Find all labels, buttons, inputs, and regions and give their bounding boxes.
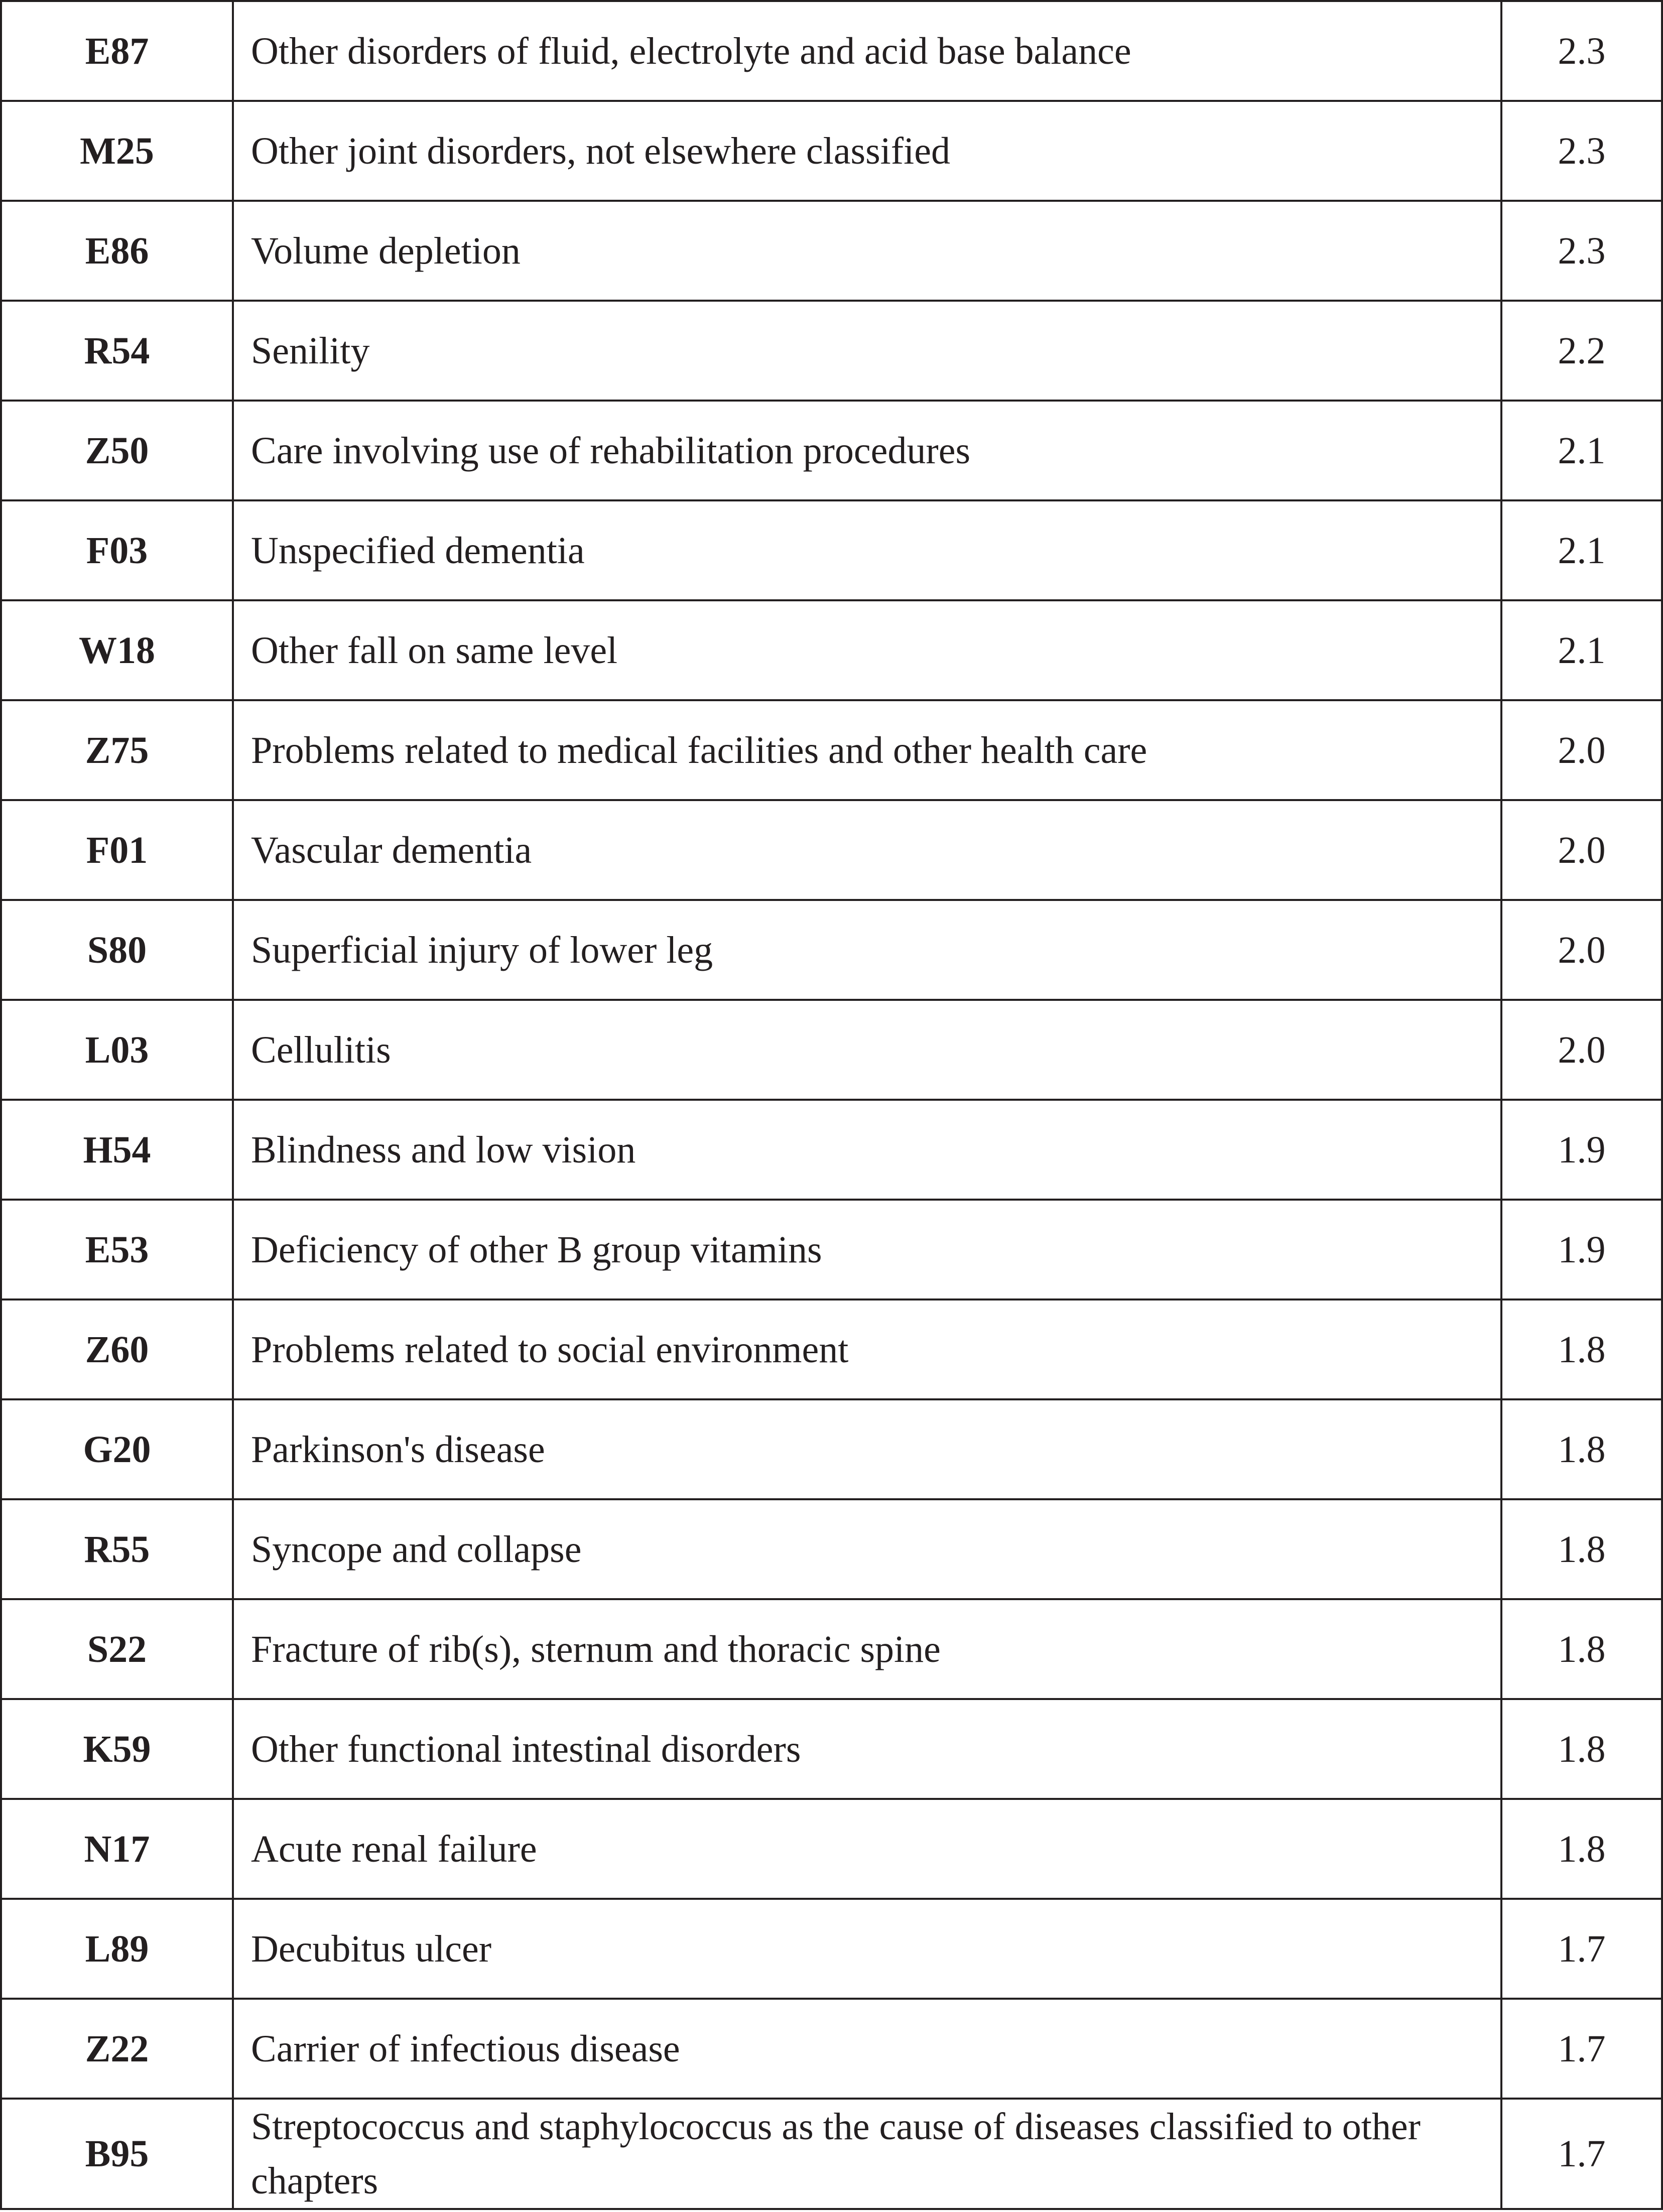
diagnosis-value-cell: 1.9 bbox=[1501, 1100, 1662, 1200]
table-row bbox=[1, 101, 1662, 201]
table-row bbox=[1, 1699, 1662, 1799]
diagnosis-value-cell: 2.1 bbox=[1501, 401, 1662, 500]
diagnosis-code-cell: W18 bbox=[1, 600, 233, 700]
diagnosis-value-cell: 2.1 bbox=[1501, 600, 1662, 700]
diagnosis-code-cell: N17 bbox=[1, 1799, 233, 1899]
diagnosis-table-body bbox=[1, 1, 1662, 2209]
diagnosis-description-cell: Blindness and low vision bbox=[233, 1100, 1501, 1200]
table-row bbox=[1, 1599, 1662, 1699]
diagnosis-value-cell: 1.7 bbox=[1501, 1899, 1662, 1999]
diagnosis-description-cell: Other functional intestinal disorders bbox=[233, 1699, 1501, 1799]
diagnosis-description-cell: Care involving use of rehabilitation procedures bbox=[233, 401, 1501, 500]
table-row bbox=[1, 2099, 1662, 2209]
diagnosis-value-cell: 1.8 bbox=[1501, 1699, 1662, 1799]
diagnosis-value-cell: 1.8 bbox=[1501, 1599, 1662, 1699]
diagnosis-value-cell: 2.1 bbox=[1501, 500, 1662, 600]
diagnosis-value-cell: 1.7 bbox=[1501, 2099, 1662, 2209]
diagnosis-description-cell: Other disorders of fluid, electrolyte and acid base balance bbox=[233, 1, 1501, 101]
table-row bbox=[1, 1100, 1662, 1200]
diagnosis-code-cell: Z75 bbox=[1, 700, 233, 800]
table-row bbox=[1, 1399, 1662, 1499]
diagnosis-description-cell: Streptococcus and staphylococcus as the cause of diseases classified to other chapters bbox=[233, 2099, 1501, 2209]
table-row bbox=[1, 1799, 1662, 1899]
diagnosis-description-cell: Superficial injury of lower leg bbox=[233, 900, 1501, 1000]
diagnosis-code-cell: F03 bbox=[1, 500, 233, 600]
diagnosis-description-cell: Carrier of infectious disease bbox=[233, 1999, 1501, 2099]
diagnosis-code-cell: Z50 bbox=[1, 401, 233, 500]
diagnosis-description-cell: Parkinson's disease bbox=[233, 1399, 1501, 1499]
diagnosis-description-cell: Decubitus ulcer bbox=[233, 1899, 1501, 1999]
table-row bbox=[1, 800, 1662, 900]
diagnosis-value-cell: 2.3 bbox=[1501, 101, 1662, 201]
diagnosis-value-cell: 2.3 bbox=[1501, 201, 1662, 301]
diagnosis-value-cell: 1.8 bbox=[1501, 1399, 1662, 1499]
table-row bbox=[1, 600, 1662, 700]
diagnosis-code-cell: Z22 bbox=[1, 1999, 233, 2099]
table-row bbox=[1, 401, 1662, 500]
diagnosis-code-cell: E53 bbox=[1, 1200, 233, 1299]
diagnosis-description-cell: Other fall on same level bbox=[233, 600, 1501, 700]
diagnosis-value-cell: 1.8 bbox=[1501, 1799, 1662, 1899]
table-row bbox=[1, 1299, 1662, 1399]
diagnosis-description-cell: Volume depletion bbox=[233, 201, 1501, 301]
diagnosis-description-cell: Problems related to social environment bbox=[233, 1299, 1501, 1399]
diagnosis-description-cell: Cellulitis bbox=[233, 1000, 1501, 1100]
table-row bbox=[1, 1, 1662, 101]
diagnosis-code-cell: Z60 bbox=[1, 1299, 233, 1399]
table-row bbox=[1, 1999, 1662, 2099]
diagnosis-code-cell: H54 bbox=[1, 1100, 233, 1200]
diagnosis-description-cell: Fracture of rib(s), sternum and thoracic spine bbox=[233, 1599, 1501, 1699]
diagnosis-value-cell: 2.0 bbox=[1501, 900, 1662, 1000]
diagnosis-code-cell: R54 bbox=[1, 301, 233, 401]
table-row bbox=[1, 301, 1662, 401]
diagnosis-value-cell: 2.0 bbox=[1501, 1000, 1662, 1100]
diagnosis-value-cell: 1.9 bbox=[1501, 1200, 1662, 1299]
table-row bbox=[1, 1499, 1662, 1599]
diagnosis-value-cell: 2.0 bbox=[1501, 800, 1662, 900]
diagnosis-description-cell: Acute renal failure bbox=[233, 1799, 1501, 1899]
diagnosis-description-cell: Other joint disorders, not elsewhere classified bbox=[233, 101, 1501, 201]
table-row bbox=[1, 1000, 1662, 1100]
diagnosis-description-cell: Vascular dementia bbox=[233, 800, 1501, 900]
diagnosis-code-cell: S22 bbox=[1, 1599, 233, 1699]
diagnosis-description-cell: Syncope and collapse bbox=[233, 1499, 1501, 1599]
diagnosis-description-cell: Problems related to medical facilities and other health care bbox=[233, 700, 1501, 800]
table-row bbox=[1, 1200, 1662, 1299]
diagnosis-code-cell: M25 bbox=[1, 101, 233, 201]
diagnosis-code-cell: R55 bbox=[1, 1499, 233, 1599]
diagnosis-value-cell: 1.7 bbox=[1501, 1999, 1662, 2099]
diagnosis-description-cell: Deficiency of other B group vitamins bbox=[233, 1200, 1501, 1299]
diagnosis-code-cell: E87 bbox=[1, 1, 233, 101]
diagnosis-value-cell: 1.8 bbox=[1501, 1299, 1662, 1399]
diagnosis-value-cell: 2.0 bbox=[1501, 700, 1662, 800]
table-row bbox=[1, 201, 1662, 301]
diagnosis-code-cell: E86 bbox=[1, 201, 233, 301]
diagnosis-value-cell: 2.2 bbox=[1501, 301, 1662, 401]
table-row bbox=[1, 1899, 1662, 1999]
diagnosis-code-cell: L89 bbox=[1, 1899, 233, 1999]
diagnosis-code-cell: G20 bbox=[1, 1399, 233, 1499]
diagnosis-description-cell: Senility bbox=[233, 301, 1501, 401]
diagnosis-value-cell: 1.8 bbox=[1501, 1499, 1662, 1599]
table-row bbox=[1, 700, 1662, 800]
diagnosis-code-cell: K59 bbox=[1, 1699, 233, 1799]
table-row bbox=[1, 900, 1662, 1000]
diagnosis-code-cell: S80 bbox=[1, 900, 233, 1000]
diagnosis-description-cell: Unspecified dementia bbox=[233, 500, 1501, 600]
diagnosis-value-cell: 2.3 bbox=[1501, 1, 1662, 101]
diagnosis-code-cell: L03 bbox=[1, 1000, 233, 1100]
table-row bbox=[1, 500, 1662, 600]
diagnosis-code-cell: B95 bbox=[1, 2099, 233, 2209]
diagnosis-code-cell: F01 bbox=[1, 800, 233, 900]
